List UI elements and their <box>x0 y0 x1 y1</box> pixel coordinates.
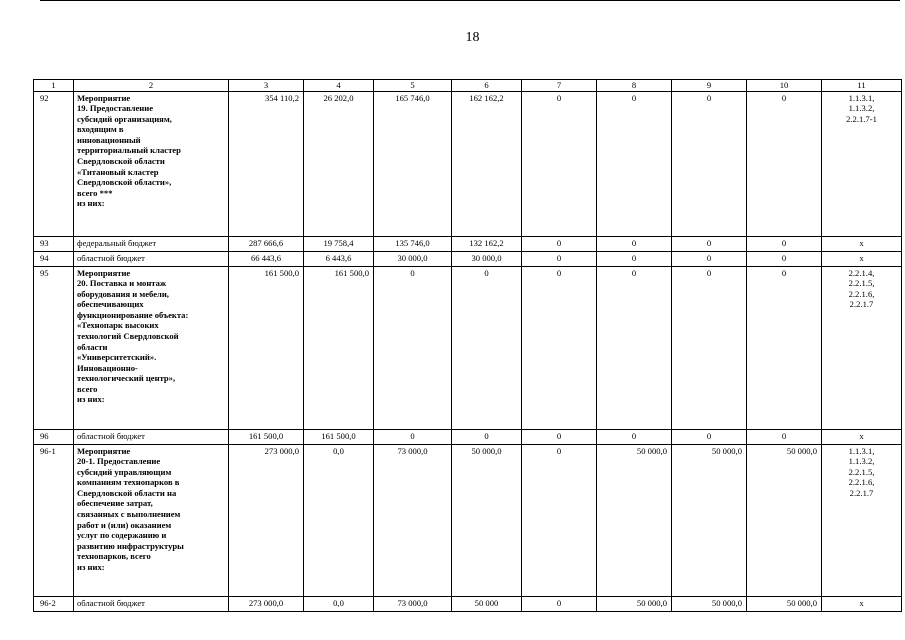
row-number: 96-1 <box>34 444 74 596</box>
cell-col7: 0 <box>522 266 597 429</box>
row-number: 94 <box>34 251 74 266</box>
cell-col3: 273 000,0 <box>229 444 304 596</box>
table-row <box>34 266 902 429</box>
cell-col11: х <box>822 251 902 266</box>
cell-col9: 0 <box>672 91 747 236</box>
cell-col9: 0 <box>672 236 747 251</box>
header-cell: 1 <box>34 80 74 92</box>
cell-col4: 161 500,0 <box>304 429 374 444</box>
cell-col7: 0 <box>522 91 597 236</box>
cell-col8: 50 000,0 <box>597 444 672 596</box>
cell-col8: 50 000,0 <box>597 596 672 611</box>
cell-col5: 73 000,0 <box>374 444 452 596</box>
cell-col3: 354 110,2 <box>229 91 304 236</box>
row-name: областной бюджет <box>74 596 229 611</box>
row-name: областной бюджет <box>74 429 229 444</box>
header-cell: 2 <box>74 80 229 92</box>
header-cell: 7 <box>522 80 597 92</box>
page-number: 18 <box>465 30 480 45</box>
row-number: 93 <box>34 236 74 251</box>
cell-col5: 30 000,0 <box>374 251 452 266</box>
cell-col10: 50 000,0 <box>747 444 822 596</box>
cell-col5: 0 <box>374 429 452 444</box>
cell-col7: 0 <box>522 429 597 444</box>
cell-col10: 0 <box>747 251 822 266</box>
row-number: 96-2 <box>34 596 74 611</box>
row-name: Мероприятие 20. Поставка и монтаж оборудования и мебели, обеспечивающих функционирование объекта: «Технопарк высоких технологий Свердловской области «Университетский». Инновационно- технологический центр», всего из них: <box>74 266 229 429</box>
cell-col8: 0 <box>597 91 672 236</box>
header-cell: 3 <box>229 80 304 92</box>
cell-col8: 0 <box>597 429 672 444</box>
cell-col3: 161 500,0 <box>229 266 304 429</box>
cell-col8: 0 <box>597 236 672 251</box>
cell-col9: 0 <box>672 266 747 429</box>
cell-col11: 1.1.3.1, 1.1.3.2, 2.2.1.7-1 <box>822 91 902 236</box>
table-row <box>34 444 902 596</box>
cell-col7: 0 <box>522 251 597 266</box>
cell-col11: х <box>822 236 902 251</box>
header-cell: 5 <box>374 80 452 92</box>
table-row <box>34 251 902 266</box>
cell-col3: 66 443,6 <box>229 251 304 266</box>
cell-col6: 132 162,2 <box>452 236 522 251</box>
cell-col4: 26 202,0 <box>304 91 374 236</box>
cell-col7: 0 <box>522 596 597 611</box>
budget-table <box>33 79 902 612</box>
cell-col3: 161 500,0 <box>229 429 304 444</box>
cell-col10: 0 <box>747 91 822 236</box>
header-cell: 6 <box>452 80 522 92</box>
table-row <box>34 91 902 236</box>
cell-col4: 19 758,4 <box>304 236 374 251</box>
header-cell: 10 <box>747 80 822 92</box>
header-cell: 8 <box>597 80 672 92</box>
cell-col9: 0 <box>672 429 747 444</box>
row-name: федеральный бюджет <box>74 236 229 251</box>
cell-col10: 0 <box>747 429 822 444</box>
cell-col6: 0 <box>452 266 522 429</box>
cell-col10: 50 000,0 <box>747 596 822 611</box>
cell-col4: 0,0 <box>304 444 374 596</box>
cell-col11: 1.1.3.1, 1.1.3.2, 2.2.1.5, 2.2.1.6, 2.2.1.7 <box>822 444 902 596</box>
cell-col4: 161 500,0 <box>304 266 374 429</box>
cell-col11: х <box>822 596 902 611</box>
row-number: 92 <box>34 91 74 236</box>
table-header-row <box>34 80 902 92</box>
top-border-line <box>40 0 900 2</box>
cell-col4: 0,0 <box>304 596 374 611</box>
row-number: 96 <box>34 429 74 444</box>
header-cell: 9 <box>672 80 747 92</box>
cell-col5: 73 000,0 <box>374 596 452 611</box>
row-number: 95 <box>34 266 74 429</box>
cell-col8: 0 <box>597 266 672 429</box>
cell-col11: 2.2.1.4, 2.2.1.5, 2.2.1.6, 2.2.1.7 <box>822 266 902 429</box>
cell-col3: 287 666,6 <box>229 236 304 251</box>
cell-col9: 0 <box>672 251 747 266</box>
cell-col9: 50 000,0 <box>672 444 747 596</box>
cell-col6: 0 <box>452 429 522 444</box>
header-cell: 11 <box>822 80 902 92</box>
cell-col7: 0 <box>522 444 597 596</box>
cell-col6: 30 000,0 <box>452 251 522 266</box>
row-name: Мероприятие 19. Предоставление субсидий организациям, входящим в инновационный территориальный кластер Свердловской области «Титановый кластер Свердловской области», всего *** из них: <box>74 91 229 236</box>
table-row <box>34 596 902 611</box>
cell-col7: 0 <box>522 236 597 251</box>
cell-col4: 6 443,6 <box>304 251 374 266</box>
cell-col6: 162 162,2 <box>452 91 522 236</box>
cell-col9: 50 000,0 <box>672 596 747 611</box>
cell-col11: х <box>822 429 902 444</box>
cell-col10: 0 <box>747 266 822 429</box>
header-cell: 4 <box>304 80 374 92</box>
cell-col6: 50 000 <box>452 596 522 611</box>
cell-col5: 165 746,0 <box>374 91 452 236</box>
row-name: областной бюджет <box>74 251 229 266</box>
table-row <box>34 429 902 444</box>
cell-col3: 273 000,0 <box>229 596 304 611</box>
table-row <box>34 236 902 251</box>
cell-col6: 50 000,0 <box>452 444 522 596</box>
cell-col10: 0 <box>747 236 822 251</box>
row-name: Мероприятие 20-1. Предоставление субсидий управляющим компаниям технопарков в Свердловской области на обеспечение затрат, связанных с выполнением работ и (или) оказанием услуг по содержанию и развитию инфраструктуры технопарков, всего из них: <box>74 444 229 596</box>
cell-col8: 0 <box>597 251 672 266</box>
cell-col5: 135 746,0 <box>374 236 452 251</box>
cell-col5: 0 <box>374 266 452 429</box>
